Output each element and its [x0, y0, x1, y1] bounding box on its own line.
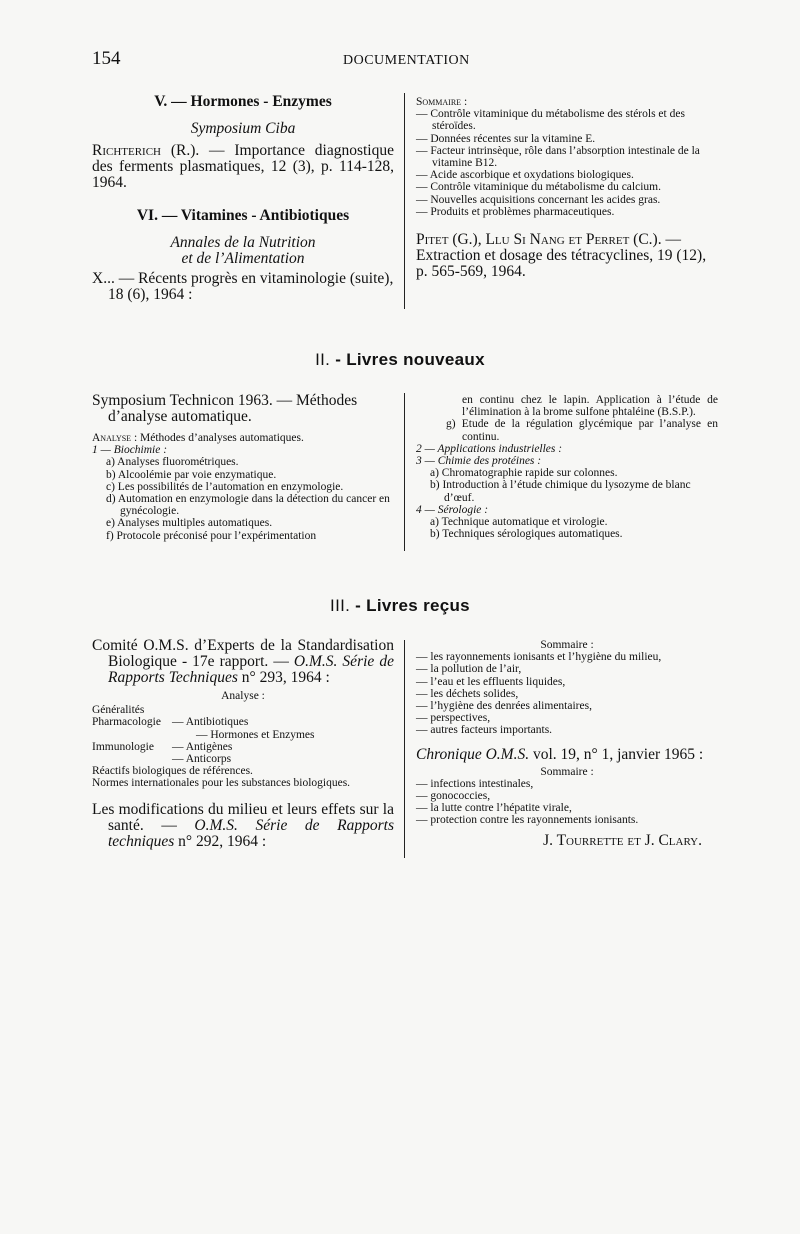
annales-line-2: et de l’Alimentation: [181, 250, 305, 267]
column-divider: [404, 393, 405, 551]
table-cell: [92, 729, 172, 741]
author-name: Richterich (R.).: [92, 142, 200, 159]
chronique-entry: [416, 747, 718, 763]
table-cell: — Antigènes: [172, 740, 233, 753]
running-title: DOCUMENTATION: [343, 53, 470, 68]
sommaire-item: — autres facteurs importants.: [416, 724, 553, 737]
section-numeral: II.: [315, 350, 331, 369]
sommaire-item: — les rayonnements ionisants et l’hygiène du milieu,: [416, 651, 662, 664]
richterich-entry: [92, 143, 394, 191]
sommaire-item: — Données récentes sur la vitamine E.: [416, 132, 596, 145]
table-row: [92, 741, 315, 753]
sommaire-item: — infections intestinales,: [416, 777, 534, 790]
sommaire-item: — l’hygiène des denrées alimentaires,: [416, 700, 592, 713]
sec2-left-column: [92, 393, 394, 542]
sommaire-label: Sommaire :: [540, 639, 594, 651]
generalites: Généralités: [92, 704, 145, 717]
sommaire-label: Sommaire :: [416, 96, 468, 108]
heading-hormones-enzymes: V. — Hormones - Enzymes: [154, 93, 332, 110]
symposium-ciba: Symposium Ciba: [190, 120, 296, 137]
series-title: O.M.S. Série de Rapports techniques: [108, 816, 394, 850]
sommaire-item: — perspectives,: [416, 712, 491, 725]
signature: J. Tourrette et J. Clary.: [543, 831, 702, 849]
page-number: 154: [92, 48, 121, 69]
technicon-title: Symposium Technicon 1963. — Méthodes d’analyse automatique.: [92, 392, 358, 425]
table-row: [92, 729, 315, 741]
section-title-livres-recus: III. - Livres reçus: [330, 596, 470, 615]
column-divider: [404, 640, 405, 858]
table-cell: Immunologie: [92, 740, 154, 753]
list-item: d) Automation en enzymologie dans la détection du cancer en gynécologie.: [106, 493, 390, 518]
entry-text: — Extraction et dosage des tétracyclines, 19 (12), p. 565-569, 1964.: [416, 231, 707, 281]
serologie-heading: 4 — Sérologie :: [416, 503, 489, 516]
entry-text-end: n° 292, 1964 :: [174, 832, 267, 850]
top-left-column: [92, 93, 394, 303]
list-item-g: g) Etude de la régulation glycémique par l’analyse en continu.: [446, 418, 718, 443]
sommaire-item: — Contrôle vitaminique du métabolisme des stérols et des stéroïdes.: [416, 108, 685, 133]
table-cell: — Anticorps: [172, 753, 232, 766]
sommaire-item: — Contrôle vitaminique du métabolisme du calcium.: [416, 181, 661, 194]
list-item: f) Protocole préconisé pour l’expérimentation: [106, 529, 317, 542]
applications-heading: 2 — Applications industrielles :: [416, 442, 563, 455]
entry-text: Les modifications du milieu et leurs effets sur la santé. —: [92, 800, 394, 834]
analyse-table: [92, 716, 315, 765]
chimie-heading: 3 — Chimie des protéines :: [416, 455, 542, 468]
entry-text-end: n° 293, 1964 :: [237, 669, 330, 686]
sommaire-item: — l’eau et les effluents liquides,: [416, 675, 566, 688]
oms-standardisation-entry: [92, 638, 394, 686]
table-row: [92, 716, 315, 728]
reactifs-line: Réactifs biologiques de références.: [92, 765, 253, 778]
sommaire-item: — Produits et problèmes pharmaceutiques.: [416, 205, 615, 218]
list-item: c) Les possibilités de l’automation en enzymologie.: [106, 480, 344, 493]
sommaire-item: — la lutte contre l’hépatite virale,: [416, 802, 572, 815]
sommaire-item: — gonococcies,: [416, 790, 491, 803]
sommaire-item: — protection contre les rayonnements ionisants.: [416, 814, 639, 827]
sommaire-item: — la pollution de l’air,: [416, 663, 522, 676]
sec3-left-column: [92, 638, 394, 850]
heading-vitamines-antibiotiques: VI. — Vitamines - Antibiotiques: [136, 207, 350, 224]
section-label: Livres reçus: [366, 596, 470, 615]
pitet-entry: [416, 232, 718, 280]
list-item: a) Analyses fluorométriques.: [106, 456, 239, 469]
list-item: a) Chromatographie rapide sur colonnes.: [430, 467, 618, 480]
entry-text: — Importance diagnostique des ferments plasmatiques, 12 (3), p. 114-128, 1964.: [92, 142, 394, 191]
top-right-column: [416, 96, 718, 280]
author-names: Pitet (G.), Llu Si Nang et Perret (C.).: [416, 231, 662, 249]
sec3-right-column: [416, 639, 718, 849]
list-item: b) Techniques sérologiques automatiques.: [430, 528, 623, 541]
sommaire-item: — les déchets solides,: [416, 687, 519, 700]
normes-line: Normes internationales pour les substances biologiques.: [92, 777, 351, 790]
table-cell: — Hormones et Enzymes: [196, 728, 315, 741]
continuation-text: en continu chez le lapin. Application à l’étude de l’élimination à la brome sulfone phtaléine (B.S.P.).: [462, 394, 718, 419]
sommaire-item: — Facteur intrinsèque, rôle dans l’absorption intestinale de la vitamine B12.: [416, 144, 700, 170]
sommaire-item: — Acide ascorbique et oxydations biologiques.: [416, 169, 634, 182]
section-numeral: III.: [330, 596, 351, 615]
list-item: a) Technique automatique et virologie.: [430, 516, 608, 529]
section-label: Livres nouveaux: [346, 350, 485, 369]
column-divider: [404, 93, 405, 309]
analyse-line: [92, 432, 394, 444]
biochimie-heading: 1 — Biochimie :: [92, 444, 168, 457]
sommaire-item: — Nouvelles acquisitions concernant les acides gras.: [416, 193, 661, 206]
entry-text: Comité O.M.S. d’Experts de la Standardisation Biologique - 17e rapport. —: [92, 637, 394, 670]
sec2-right-column: [416, 394, 718, 540]
table-cell: Pharmacologie: [92, 716, 161, 729]
series-title: Chronique O.M.S.: [416, 745, 530, 763]
table-row: [92, 753, 315, 765]
x-entry: X... — Récents progrès en vitaminologie (suite), 18 (6), 1964 :: [92, 270, 394, 303]
list-item: b) Introduction à l’étude chimique du lysozyme de blanc d’œuf.: [430, 479, 691, 504]
section-title-livres-nouveaux: II. - Livres nouveaux: [315, 350, 485, 369]
sommaire-label: Sommaire :: [540, 765, 594, 778]
list-item: e) Analyses multiples automatiques.: [106, 517, 273, 530]
table-cell: — Antibiotiques: [172, 716, 249, 729]
annales-line-1: Annales de la Nutrition: [170, 234, 316, 251]
entry-text: vol. 19, n° 1, janvier 1965 :: [529, 745, 704, 763]
series-title: O.M.S. Série de Rapports Techniques: [108, 653, 394, 686]
analyse-label: Analyse :: [221, 690, 265, 702]
list-item: b) Alcoolémie par voie enzymatique.: [106, 468, 277, 481]
table-cell: [92, 753, 172, 765]
analyse-text: : Méthodes d’analyses automatiques.: [131, 432, 304, 444]
analyse-label: Analyse: [92, 432, 132, 444]
modifications-entry: [92, 802, 394, 850]
